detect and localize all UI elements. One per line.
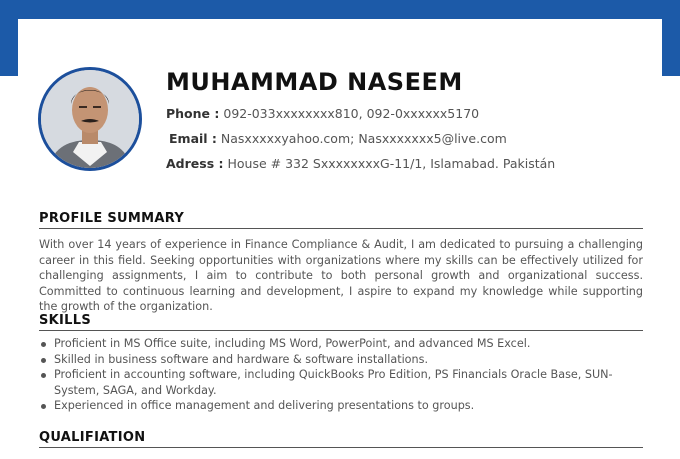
list-item: Skilled in business software and hardware & software installations. xyxy=(39,352,643,368)
candidate-name: MUHAMMAD NASEEM xyxy=(166,68,463,96)
list-item: Proficient in MS Office suite, including MS Word, PowerPoint, and advanced MS Excel. xyxy=(39,336,643,352)
address-value: House # 332 SxxxxxxxxG-11/1, Islamabad. Pakistán xyxy=(223,156,556,171)
phone-value: 092-033xxxxxxxx810, 092-0xxxxxx5170 xyxy=(219,106,480,121)
skills-list xyxy=(39,336,643,414)
email-line xyxy=(169,131,507,146)
email-label: Email : xyxy=(169,131,217,146)
skills-heading: SKILLS xyxy=(39,313,643,331)
profile-summary-text: With over 14 years of experience in Finance Compliance & Audit, I am dedicated to pursuing a challenging career in this field. Seeking opportunities with organizations where my skills can be effectively utilized for challenging assignments, I aim to contribute to both personal growth and organizational success. Committed to continuous learning and development, I aspire to expand my knowledge while supporting the growth of the organization. xyxy=(39,238,643,313)
qualification-heading: QUALIFIATION xyxy=(39,430,643,448)
profile-summary-heading: PROFILE SUMMARY xyxy=(39,211,643,229)
phone-label: Phone : xyxy=(166,106,220,121)
address-line xyxy=(166,156,555,171)
list-item: Experienced in office management and delivering presentations to groups. xyxy=(39,398,643,414)
list-item: Proficient in accounting software, including QuickBooks Pro Edition, PS Financials Oracle Base, SUN-System, SAGA, and Workday. xyxy=(39,367,643,398)
email-value: Nasxxxxxyahoo.com; Nasxxxxxxx5@live.com xyxy=(216,131,507,146)
profile-photo xyxy=(38,67,142,171)
phone-line xyxy=(166,106,479,121)
address-label: Adress : xyxy=(166,156,224,171)
